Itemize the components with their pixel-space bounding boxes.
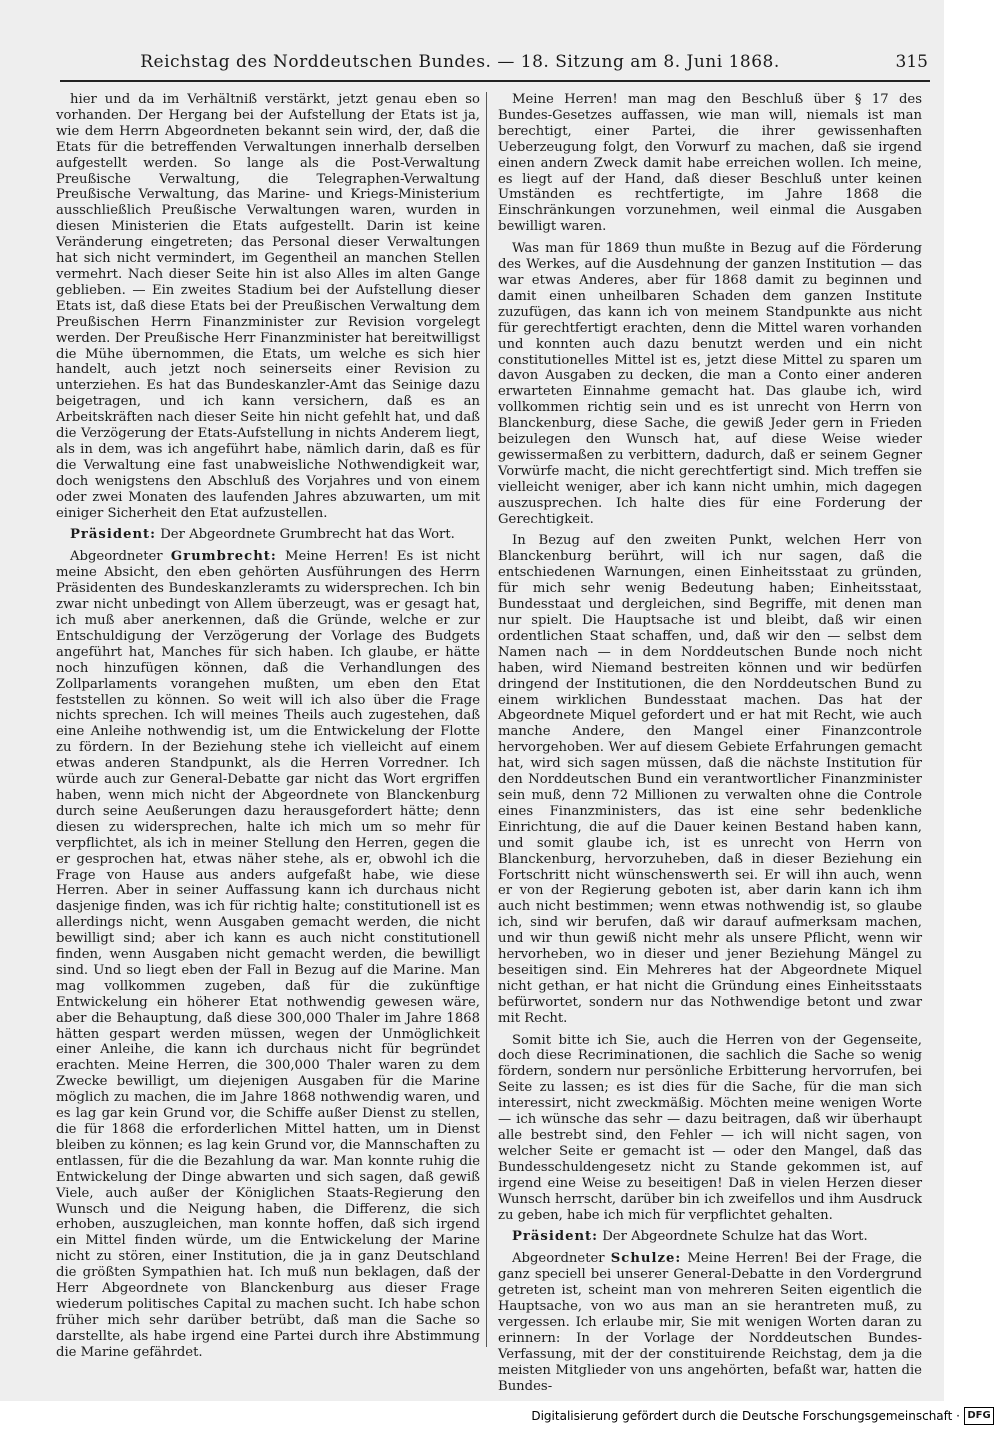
speaker-name: Präsident: [512, 1229, 599, 1245]
paragraph-text: In Bezug auf den zweiten Punkt, welchen Herr von Blanckenburg berührt, will ich nur sagen, daß die entschiedenen Warnungen, einen Einheitsstaat zu gründen, für mich sehr wenig Bedeutung haben; Einheitsstaat, Bundesstaat und dergleichen, sind Begriffe, mit denen man nur spielt. Die Hauptsache ist und bleibt, daß wir einen ordentlichen Staat schaffen, und, daß wir den — selbst dem Namen nach — in dem Norddeutschen Bunde noch nicht haben, wird Niemand bestreiten können und wir bedürfen dringend der Institutionen, die den Norddeutschen Bund zu einem wirklichen Bundesstaat machen. Das hat der Abgeordnete Miquel gefordert und er hat mit Recht, wie auch manche Andere, den Mangel einer Finanzcontrole hervorgehoben. Wer auf diesem Gebiete Erfahrungen gemacht hat, wird sich sagen müssen, daß die nächste Institution für den Norddeutschen Bund ein verantwortlicher Finanzminister sein muß, denn 72 Millionen zu verwalten ohne die Controle eines Finanzministers, das ist eine sehr bedenkliche Einrichtung, die auf die Dauer keinen Bestand haben kann, und somit glaube ich, ist es unrecht von Herrn von Blanckenburg, hervorzuheben, daß in dieser Beziehung ein Fortschritt nicht wünschenswerth sei. Er will ihn auch, wenn er von der Regierung geboten ist, aber darin kann ich ihm auch nicht bestimmen; wenn etwas nothwendig ist, so glaube ich, sind wir berufen, daß wir darauf aufmerksam machen, und wir thun gewiß nicht mehr als unsere Pflicht, wenn wir hervorheben, wo in dieser und jener Beziehung Mängel zu beseitigen sind. Ein Mehreres hat der Abgeordnete Miquel nicht gethan, er hat nicht die Gründung eines Einheitsstaats befürwortet, sondern nur das Nothwendige betont und zwar mit Recht. [498, 533, 922, 1026]
text-paragraph [498, 533, 922, 1026]
paragraph-text: Meine Herren! man mag den Beschluß über § 17 des Bundes-Gesetzes auffassen, wie man will, niemals ist man berechtigt, einer Partei, die ihrer gewissenhaften Ueberzeugung folgt, den Vorwurf zu machen, daß sie irgend einen andern Zweck damit habe erreichen wollen. Ich meine, es liegt auf der Hand, daß dieser Beschluß unter keinen Umständen es rechtfertigte, im Jahre 1868 die Einschränkungen vorzunehmen, weil einmal die Ausgaben bewilligt waren. [498, 92, 922, 235]
right-column [498, 92, 922, 1401]
speaker-name: Schulze: [610, 1251, 682, 1267]
paragraph-text: Der Abgeordnete Grumbrecht hat das Wort. [160, 527, 455, 543]
text-paragraph [498, 1033, 922, 1224]
column-divider [486, 92, 487, 1347]
speech-paragraph [498, 1251, 922, 1394]
paragraph-text: Was man für 1869 thun mußte in Bezug auf die Förderung des Werkes, auf die Ausdehnung der ganzen Institution — das war etwas Anderes, aber für 1868 damit zu beginnen und damit einen unheilbaren Schaden dem ganzen Institute zuzufügen, das kann ich von meinem Standpunkte aus nicht für gerechtfertigt erachten, denn die Mittel waren vorhanden und konnten auch dazu benutzt werden und ein nicht constitutionelles Mittel ist es, jetzt diese Mittel zu sparen um davon Ausgaben zu decken, die man a Conto einer anderen erwarteten Einnahme gemacht hat. Das glaube ich, wird vollkommen richtig sein und es ist unrecht von Herrn von Blanckenburg, diese Sache, die gewiß Jeder gern in Frieden beizulegen den Wunsch hat, auf diese Weise wieder gewissermaßen zu verbittern, dadurch, daß er seinem Gegner Vorwürfe macht, die nicht gerechtfertigt sind. Mich treffen sie vielleicht weniger, aber ich kann nicht umhin, mich dagegen auszusprechen. Ich halte dies für eine Forderung der Gerechtigkeit. [498, 241, 922, 527]
paragraph-text: Meine Herren! Bei der Frage, die ganz speciell bei unserer General-Debatte in den Vordergrund getreten ist, scheint man von mehreren Seiten eigentlich die Hauptsache, von wo aus man an sie herantreten muß, zu vergessen. Ich erlaube mir, Sie mit wenigen Worten daran zu erinnern: In der Vorlage der Norddeutschen Bundes-Verfassung, mit der der constituirende Reichstag, dem ja die meisten Mitglieder von uns angehörten, befaßt war, hatten die Bundes- [498, 1251, 922, 1394]
paragraph-text: Meine Herren! Es ist nicht meine Absicht, den eben gehörten Ausführungen des Herrn Präsidenten des Bundeskanzleramts zu widersprechen. Ich bin zwar nicht unbedingt von Allem überzeugt, was er gesagt hat, ich muß aber anerkennen, daß die Gründe, welche er zur Entschuldigung der Verzögerung der Vorlage des Budgets angeführt hat, Manches für sich haben. Ich glaube, er hätte noch hinzufügen können, daß die Verhandlungen des Zollparlaments vorangehen mußten, um eben den Etat feststellen zu können. So weit will ich also über die Frage nichts sprechen. Ich will meines Theils auch zugestehen, daß eine Anleihe nothwendig ist, um die Entwickelung der Flotte zu fördern. In der Beziehung stehe ich vielleicht auf einem etwas anderen Standpunkt, als die Herren Vorredner. Ich würde auch zur General-Debatte gar nicht das Wort ergriffen haben, wenn mich nicht der Abgeordnete von Blanckenburg durch seine Aeußerungen dazu herausgefordert hätte; denn diesen zu widersprechen, halte ich mich um so mehr für verpflichtet, als ich in meiner Stellung den Herren, gegen die er gesprochen hat, etwas näher stehe, als er, obwohl ich die Frage von Hause aus anders aufgefaßt habe, wie diese Herren. Aber in seiner Auffassung kann ich durchaus nicht dasjenige finden, was ich für richtig halte; constitutionell ist es allerdings nicht, wenn Ausgaben gemacht werden, die nicht bewilligt sind; aber ich kann es auch nicht constitutionell finden, wenn Ausgaben nicht gemacht werden, die bewilligt sind. Und so liegt eben der Fall in Bezug auf die Marine. Man mag vollkommen zugeben, daß für die zukünftige Entwickelung ein höherer Etat nothwendig gewesen wäre, aber die Behauptung, daß diese 300,000 Thaler im Jahre 1868 hätten gespart werden müssen, wegen der Unmöglichkeit einer Anleihe, die kann ich durchaus nicht für begründet erachten. Meine Herren, die 300,000 Thaler waren zu dem Zwecke bewilligt, um diejenigen Ausgaben für die Marine möglich zu machen, die im Jahre 1868 nothwendig waren, und es lag gar kein Grund vor, die Schiffe außer Dienst zu stellen, die für 1868 die erforderlichen Mittel hatten, um in Dienst bleiben zu können; es lag kein Grund vor, die Mannschaften zu entlassen, für die die Bezahlung da war. Man konnte ruhig die Entwickelung der Dinge abwarten und sich sagen, daß gewiß Viele, auch außer der Königlichen Staats-Regierung den Wunsch und die Neigung haben, die Differenz, die sich erhoben, auszugleichen, man konnte hoffen, daß sich irgend ein Mittel finden würde, um die Entwickelung der Marine nicht zu stören, einer Institution, die ja in ganz Deutschland die größten Sympathien hat. Ich muß nun beklagen, daß der Herr Abgeordnete von Blanckenburg aus dieser Frage wiederum politisches Capital zu machen sucht. Ich habe schon früher mich sehr darüber betrübt, daß man die Sache so darstellte, als habe irgend eine Partei durch ihre Abstimmung die Marine gefährdet. [56, 549, 480, 1360]
page-number: 315 [895, 52, 928, 72]
speech-paragraph [56, 527, 480, 543]
dfg-logo: DFG [964, 1407, 994, 1425]
speaker-name: Grumbrecht: [170, 549, 277, 565]
speaker-name: Präsident: [70, 527, 157, 543]
paragraph-text: hier und da im Verhältniß verstärkt, jetzt genau eben so vorhanden. Der Hergang bei der Aufstellung der Etats ist ja, wie dem Herrn Abgeordneten bekannt sein wird, der, daß die Etats für die betreffenden Verwaltungen innerhalb derselben aufgestellt werden. So lange als die Post-Verwaltung Preußische Verwaltung, die Telegraphen-Verwaltung Preußische Verwaltung, das Marine- und Kriegs-Ministerium ausschließlich Preußische Verwaltungen waren, wurden in diesen Ministerien die Etats aufgestellt. Darin ist keine Veränderung eingetreten; das Personal dieser Verwaltungen hat sich nicht vermindert, im Gegentheil an manchen Stellen vermehrt. Nach dieser Seite hin ist also Alles im alten Gange geblieben. — Ein zweites Stadium bei der Aufstellung dieser Etats ist, daß diese Etats bei der Preußischen Verwaltung dem Preußischen Herrn Finanzminister zur Revision vorgelegt werden. Der Preußische Herr Finanzminister hat bereitwilligst die Mühe übernommen, die Etats, um welche es sich hier handelt, auch jetzt noch seinerseits einer Revision zu unterziehen. Es hat das Bundeskanzler-Amt das Seinige dazu beigetragen, und ich kann versichern, daß es an Arbeitskräften nach dieser Seite hin nicht gefehlt hat, und daß die Verzögerung der Etats-Aufstellung in nichts Anderem liegt, als in dem, was ich angeführt habe, nämlich darin, daß es für die Verwaltung eine fast unabweisliche Nothwendigkeit war, doch wenigstens den Abschluß des Vorjahres und von einem oder zwei Monaten des laufenden Jahres abzuwarten, um mit einiger Sicherheit den Etat aufzustellen. [56, 92, 480, 521]
footer [0, 1401, 1000, 1432]
speech-paragraph [56, 549, 480, 1360]
speaker-title: Abgeordneter [512, 1251, 605, 1267]
speech-paragraph [498, 1229, 922, 1245]
text-paragraph [56, 92, 480, 521]
left-column [56, 92, 480, 1367]
speaker-title: Abgeordneter [70, 549, 163, 565]
text-paragraph [498, 92, 922, 235]
page-header [60, 50, 930, 82]
text-paragraph [498, 241, 922, 527]
running-title: Reichstag des Norddeutschen Bundes. — 18. Sitzung am 8. Juni 1868. [140, 52, 780, 72]
paragraph-text: Somit bitte ich Sie, auch die Herren von der Gegenseite, doch diese Recriminationen, die sachlich die Sache so wenig fördern, sondern nur persönliche Erbitterung hervorrufen, bei Seite zu lassen; es ist dies für die Sache, für die man sich interessirt, nicht zweckmäßig. Möchten meine wenigen Worte — ich wünsche das sehr — dazu beitragen, daß wir überhaupt alle bestrebt sind, den Fehler — ich will nicht sagen, von welcher Seite er gemacht ist — oder den Mangel, daß das Bundesschuldengesetz nicht zu Stande gekommen ist, auf irgend eine Weise zu beseitigen! Daß in vielen Herzen dieser Wunsch herrscht, darüber bin ich zweifellos und ihm Ausdruck zu geben, habe ich mich für verpflichtet gehalten. [498, 1032, 922, 1223]
paragraph-text: Der Abgeordnete Schulze hat das Wort. [602, 1229, 868, 1245]
footer-credit: Digitalisierung gefördert durch die Deutsche Forschungsgemeinschaft · [531, 1409, 960, 1423]
